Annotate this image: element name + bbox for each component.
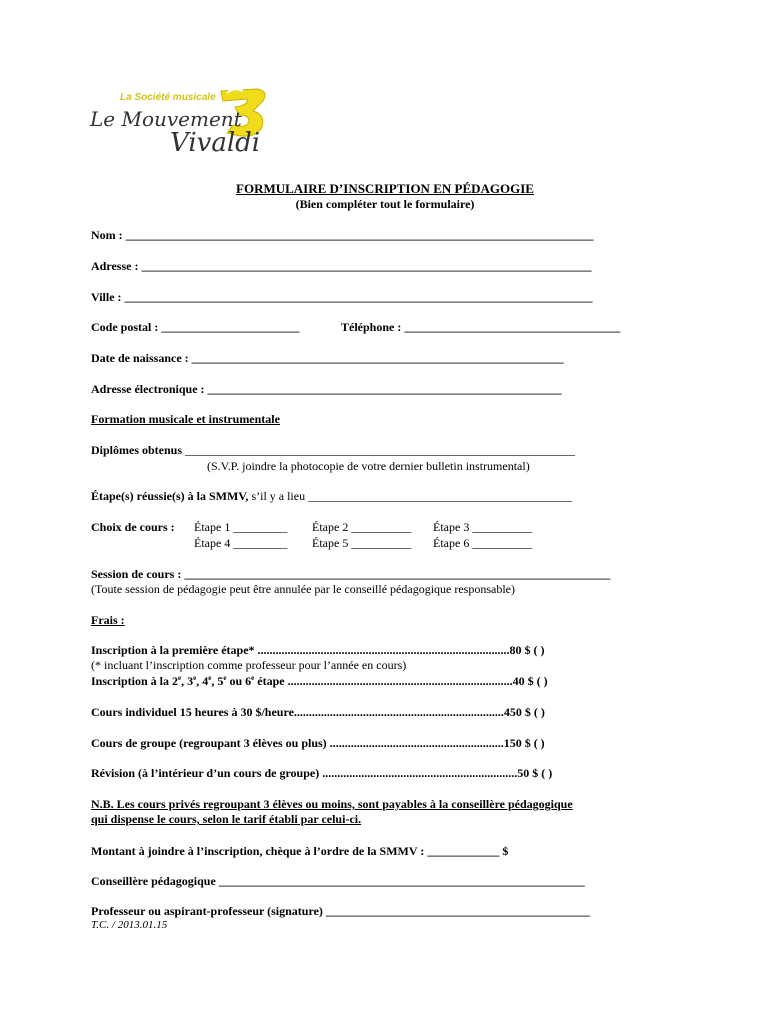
formation-heading: Formation musicale et instrumentale — [91, 412, 280, 426]
superscript-e: e — [223, 674, 227, 682]
nb-line1: N.B. Les cours privés regroupant 3 élèves ou moins, sont payables à la conseillère pédagogique — [91, 797, 573, 811]
superscript-e: e — [178, 674, 182, 682]
inscription-premiere-label: Inscription à la première étape* — [91, 643, 258, 657]
diplomes-note: (S.V.P. joindre la photocopie de votre dernier bulletin instrumental) — [207, 459, 530, 473]
cours-individuel-price[interactable]: 450 $ ( ) — [503, 705, 545, 719]
revision-price[interactable]: 50 $ ( ) — [517, 766, 553, 780]
form-subtitle: (Bien compléter tout le formulaire) — [295, 197, 475, 211]
superscript-e: e — [251, 674, 255, 682]
inscription-etapes-label-e: ou 6 — [226, 674, 252, 688]
revision-dots: ................................................................. — [322, 766, 518, 780]
etape-6-option[interactable]: Étape 6 __________ — [433, 536, 533, 550]
form-title: FORMULAIRE D’INSCRIPTION EN PÉDAGOGIE — [236, 181, 534, 196]
logo — [85, 85, 275, 160]
inscription-etapes-label-f: étape — [254, 674, 288, 688]
code-postal-field[interactable]: Code postal : _______________________ — [91, 320, 300, 334]
etape-5-option[interactable]: Étape 5 __________ — [312, 536, 412, 550]
adresse-electronique-field[interactable]: Adresse électronique : ___________________________________________________________ — [91, 382, 562, 396]
etapes-label: Étape(s) réussie(s) à la SMMV, — [91, 489, 249, 503]
inscription-etapes-label-d: , 5 — [211, 674, 224, 688]
etape-1-option[interactable]: Étape 1 _________ — [194, 520, 288, 534]
cours-individuel-dots: ...................................................................... — [293, 705, 504, 719]
etape-4-option[interactable]: Étape 4 _________ — [194, 536, 288, 550]
montant-field[interactable]: Montant à joindre à l’inscription, chèque à l’ordre de la SMMV : ____________ $ — [91, 844, 509, 858]
diplomes-label: Diplômes obtenus — [91, 443, 183, 457]
diplomes-field[interactable] — [91, 443, 575, 458]
nom-field[interactable]: Nom : ______________________________________________________________________________ — [91, 228, 594, 242]
etapes-suffix: s’il y a lieu ____________________________________________ — [248, 489, 573, 503]
session-field[interactable]: Session de cours : _______________________________________________________________________ — [91, 567, 611, 581]
inscription-premiere-row — [91, 643, 545, 658]
date-naissance-field[interactable]: Date de naissance : ______________________________________________________________ — [91, 351, 564, 365]
inscription-etapes-label-a: Inscription à la 2 — [91, 674, 179, 688]
cours-groupe-row — [91, 736, 545, 751]
inscription-etapes-price[interactable]: 40 $ ( ) — [512, 674, 548, 688]
choix-cours-label: Choix de cours : — [91, 520, 175, 534]
frais-heading: Frais : — [91, 613, 125, 627]
etape-3-option[interactable]: Étape 3 __________ — [433, 520, 533, 534]
etapes-reussies-field[interactable] — [91, 489, 572, 504]
cours-individuel-row — [91, 705, 545, 720]
etape-2-option[interactable]: Étape 2 __________ — [312, 520, 412, 534]
cours-groupe-dots: .......................................................... — [329, 736, 504, 750]
nb-line2: qui dispense le cours, selon le tarif établi par celui-ci. — [91, 812, 362, 826]
version-label: T.C. / 2013.01.15 — [91, 919, 168, 931]
superscript-e: e — [193, 674, 197, 682]
telephone-field[interactable]: Téléphone : ____________________________________ — [341, 320, 621, 334]
ville-field[interactable]: Ville : ______________________________________________________________________________ — [91, 290, 593, 304]
professeur-signature-field[interactable]: Professeur ou aspirant-professeur (signature) ____________________________________________ — [91, 904, 590, 918]
inscription-premiere-price[interactable]: 80 $ ( ) — [509, 643, 545, 657]
diplomes-line: _________________________________________________________________ — [182, 443, 576, 457]
logo-line1: Le Mouvement — [90, 107, 242, 131]
cours-groupe-label: Cours de groupe (regroupant 3 élèves ou plus) — [91, 736, 330, 750]
conseillere-field[interactable]: Conseillère pédagogique _____________________________________________________________ — [91, 874, 585, 888]
adresse-field[interactable]: Adresse : ___________________________________________________________________________ — [91, 259, 592, 273]
inscription-premiere-dots: .................................................................................... — [257, 643, 510, 657]
inscription-etapes-row — [91, 674, 548, 689]
superscript-e: e — [208, 674, 212, 682]
revision-label: Révision (à l’intérieur d’un cours de groupe) — [91, 766, 323, 780]
inscription-etapes-label-b: , 3 — [181, 674, 194, 688]
inscription-premiere-note: (* incluant l’inscription comme professeur pour l’année en cours) — [91, 658, 407, 672]
logo-line2: Vivaldi — [170, 128, 261, 158]
cours-groupe-price[interactable]: 150 $ ( ) — [503, 736, 545, 750]
cours-individuel-label: Cours individuel 15 heures à 30 $/heure — [91, 705, 294, 719]
inscription-etapes-dots: ........................................................................... — [287, 674, 513, 688]
session-note: (Toute session de pédagogie peut être annulée par le conseillé pédagogique responsable) — [91, 582, 516, 596]
inscription-etapes-label-c: , 4 — [196, 674, 209, 688]
logo-tagline: La Société musicale — [120, 92, 216, 103]
revision-row — [91, 766, 552, 781]
